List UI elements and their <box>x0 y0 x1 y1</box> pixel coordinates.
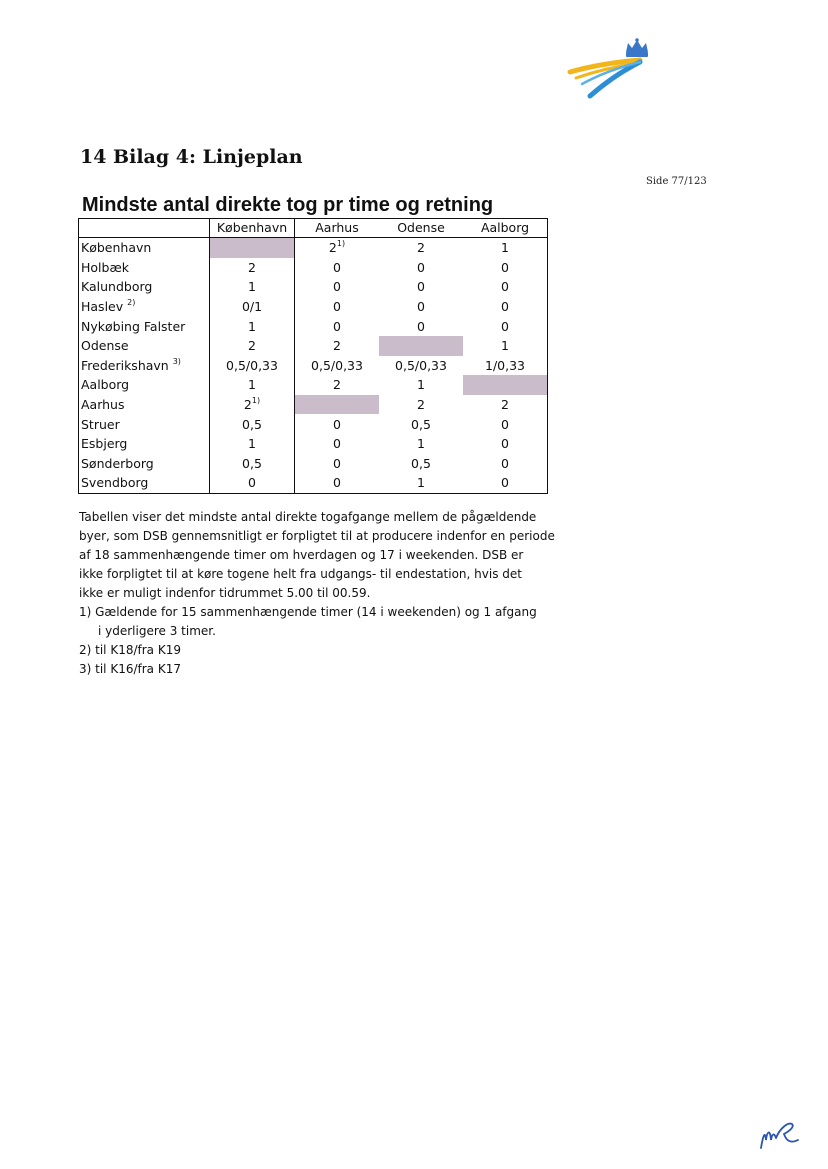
table-cell: 1 <box>417 377 425 393</box>
row-city-label: Kalundborg <box>79 277 210 297</box>
row-city-label: København <box>79 238 210 258</box>
footnote-3: 3) til K16/fra K17 <box>79 662 181 676</box>
table-cell: 0 <box>333 436 341 452</box>
table-row <box>79 395 548 415</box>
table-row <box>79 297 548 317</box>
table-cell: 2 <box>417 240 425 256</box>
table-cell: 2 <box>333 377 341 393</box>
row-city-label: Svendborg <box>79 473 210 493</box>
blank-cell <box>463 375 548 395</box>
page-number: Side 77/123 <box>646 176 707 187</box>
table-cell: 0,5/0,33 <box>210 356 295 376</box>
table-cell: 0 <box>417 299 425 315</box>
table-cell: 0,5/0,33 <box>311 357 363 373</box>
row-city-label: Odense <box>79 336 210 356</box>
table-cell: 0/1 <box>210 297 295 317</box>
table-cell: 1 <box>501 240 509 256</box>
row-city-label: Sønderborg <box>79 454 210 474</box>
table-cell: 0 <box>501 259 509 275</box>
table-row <box>79 356 548 376</box>
table-cell: 0,5 <box>411 455 431 471</box>
table-cell: 0,5 <box>411 416 431 432</box>
table-cell: 0 <box>501 455 509 471</box>
table-cell: 2 <box>333 338 341 354</box>
table-cell: 0 <box>333 475 341 491</box>
table-row <box>79 277 548 297</box>
footnote-1-continued: i yderligere 3 timer. <box>98 624 216 638</box>
table-cell: 1 <box>210 375 295 395</box>
table-cell: 2 <box>210 336 295 356</box>
table-cell: 2 <box>501 397 509 413</box>
table-cell: 0 <box>501 416 509 432</box>
table-cell: 0 <box>417 259 425 275</box>
footnote-marker: 1) <box>336 239 346 249</box>
table-title: Mindste antal direkte tog pr time og retning <box>82 194 494 216</box>
column-header: Odense <box>379 219 463 238</box>
row-city-label: Nykøbing Falster <box>79 316 210 336</box>
row-city-label: Frederikshavn $^{3)}$ <box>79 356 210 376</box>
table-cell: 0 <box>501 299 509 315</box>
table-cell: 0,5/0,33 <box>395 357 447 373</box>
note-line: Tabellen viser det mindste antal direkte togafgange mellem de pågældende <box>79 510 537 524</box>
blank-cell <box>295 395 380 415</box>
blank-cell <box>379 336 463 356</box>
line-plan-table <box>78 218 548 494</box>
table-cell: 0,5 <box>210 414 295 434</box>
table-cell: 0 <box>501 279 509 295</box>
column-header: København <box>210 219 295 238</box>
table-cell: 0 <box>333 259 341 275</box>
column-header-corner <box>79 219 210 238</box>
table-cell: 1 <box>417 475 425 491</box>
table-row <box>79 454 548 474</box>
table-cell: 0 <box>333 279 341 295</box>
table-cell: 0 <box>417 279 425 295</box>
table-cell: 2 <box>210 258 295 278</box>
footnote-marker: 3) <box>172 356 181 366</box>
table-row <box>79 258 548 278</box>
signature-icon <box>758 1118 804 1152</box>
table-header-row <box>79 219 548 238</box>
table-cell: 0 <box>333 416 341 432</box>
section-heading: 14 Bilag 4: Linjeplan <box>80 146 303 168</box>
table-cell: 2 <box>417 397 425 413</box>
table-cell: 1 <box>210 316 295 336</box>
table-row <box>79 375 548 395</box>
note-line: af 18 sammenhængende timer om hverdagen og 17 i weekenden. DSB er <box>79 548 524 562</box>
table-cell: 0 <box>210 473 295 493</box>
row-city-label: Haslev $^{2)}$ <box>79 297 210 317</box>
table-row <box>79 414 548 434</box>
crown-rail-logo-icon <box>566 38 654 100</box>
table-cell: 0 <box>417 318 425 334</box>
table-row <box>79 434 548 454</box>
table-cell: 1 <box>210 434 295 454</box>
table-row <box>79 316 548 336</box>
footnote-marker: 2) <box>127 298 136 308</box>
table-row <box>79 238 548 258</box>
table-cell: 2$^{1)}$ <box>328 239 346 256</box>
row-city-label: Aalborg <box>79 375 210 395</box>
footnote-1: 1) Gældende for 15 sammenhængende timer (14 i weekenden) og 1 afgang <box>79 605 537 619</box>
row-city-label: Holbæk <box>79 258 210 278</box>
note-line: ikke er muligt indenfor tidrummet 5.00 til 00.59. <box>79 586 371 600</box>
table-row <box>79 336 548 356</box>
blank-cell <box>210 238 295 258</box>
row-city-label: Aarhus <box>79 395 210 415</box>
table-cell: 1 <box>210 277 295 297</box>
table-cell: 0 <box>333 455 341 471</box>
table-cell: 0 <box>501 475 509 491</box>
table-cell: 2$^{1)}$ <box>210 395 295 415</box>
note-line: byer, som DSB gennemsnitligt er forpligtet til at producere indenfor en periode <box>79 529 555 543</box>
table-cell: 0,5 <box>210 454 295 474</box>
table-cell: 1/0,33 <box>485 357 525 373</box>
table-cell: 0 <box>501 318 509 334</box>
note-line: ikke forpligtet til at køre togene helt fra udgangs- til endestation, hvis det <box>79 567 522 581</box>
footnote-2: 2) til K18/fra K19 <box>79 643 181 657</box>
row-city-label: Struer <box>79 414 210 434</box>
table-cell: 0 <box>333 318 341 334</box>
footnote-marker: 1) <box>251 396 261 406</box>
table-row <box>79 473 548 493</box>
table-cell: 1 <box>417 436 425 452</box>
table-cell: 0 <box>333 299 341 315</box>
row-city-label: Esbjerg <box>79 434 210 454</box>
table-cell: 1 <box>501 338 509 354</box>
column-header: Aalborg <box>463 219 548 238</box>
column-header: Aarhus <box>295 219 380 238</box>
table-cell: 0 <box>501 436 509 452</box>
table-notes <box>79 508 579 679</box>
